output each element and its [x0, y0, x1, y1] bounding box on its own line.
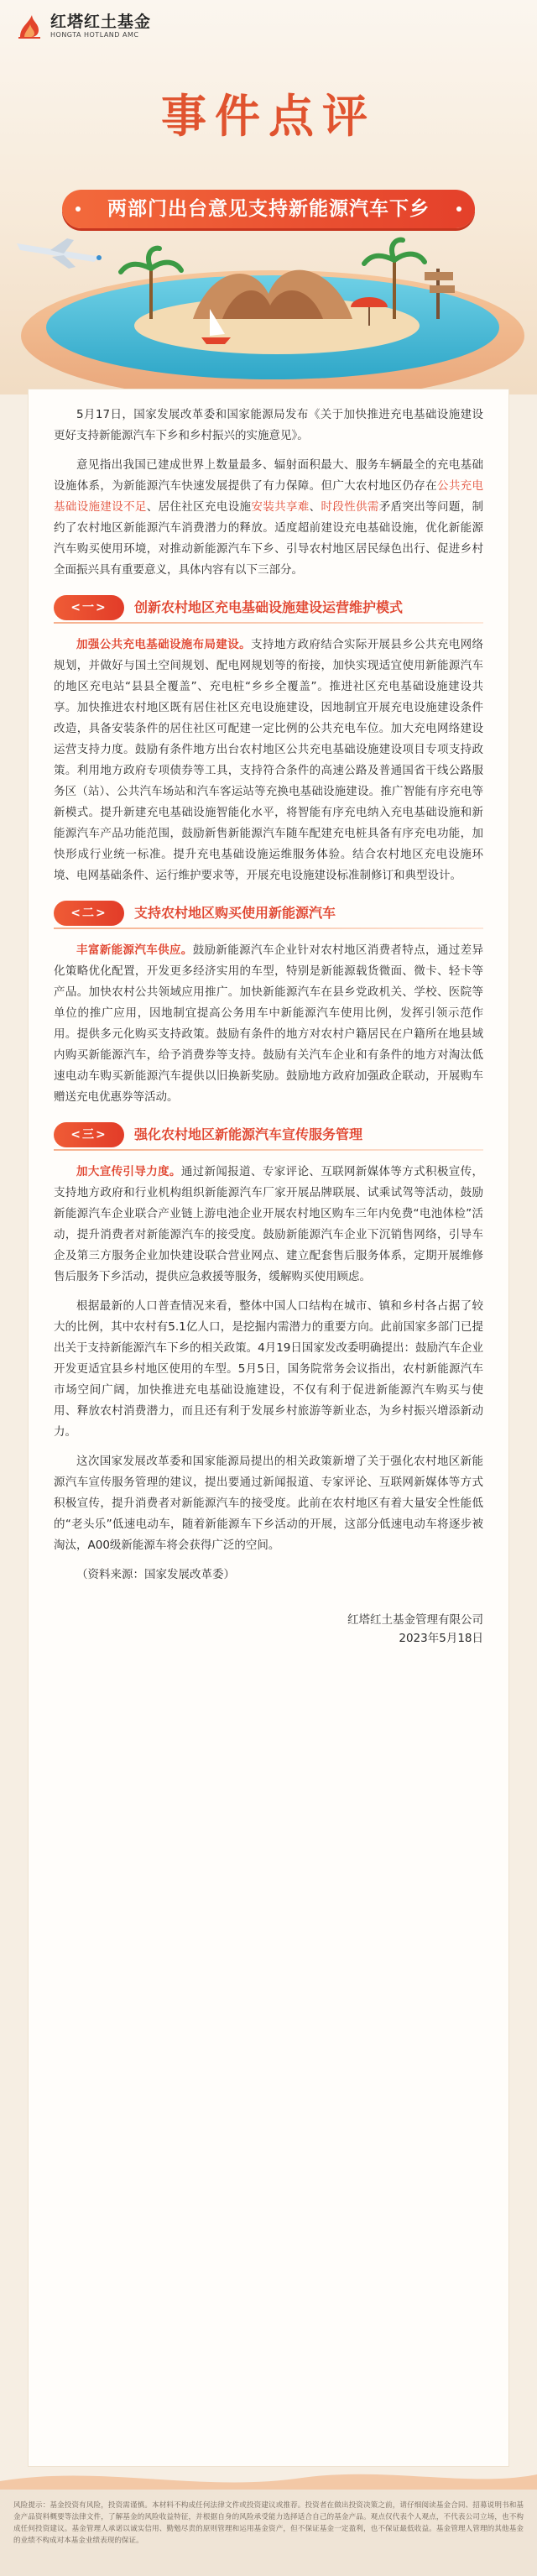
- section-divider: [54, 622, 483, 624]
- section-2-body: 鼓励新能源汽车企业针对农村地区消费者特点，通过差异化策略优化配置，开发更多经济实用的车型，特别是新能源载货微面、微卡、轻卡等产品。加快农村公共领域应用推广。加快新能源汽车在县乡党政机关、学校、医院等单位的推广应用，因地制宜提高公务用车中新能源汽车使用比例，发挥引领示范作用。提供多元化购买支持政策。鼓励有条件的地方对农村户籍居民在户籍所在地县域内购买新能源汽车，给予消费券等支持。鼓励有关汽车企业和有条件的地方对淘汰低速电动车购买新能源汽车提供以旧换新奖励。鼓励地方政府加强政企联动，开展购车赠送充电优惠券等活动。: [54, 943, 484, 1104]
- risk-disclaimer-footer: [0, 2490, 537, 2576]
- section-1-badge: <一>: [54, 595, 124, 620]
- closing-paragraph-2: 这次国家发展改革委和国家能源局提出的相关政策新增了关于强化农村地区新能源汽车宣传服务管理的建议，提出要通过新闻报道、专家评论、互联网新媒体等方式积极宣传，提升消费者对新能源汽车的接受度。此前在农村地区有着大量安全性能低的“老头乐”低速电动车，随着新能源车下乡活动的开展，这部分低速电动车将逐步被淘汰，A00级新能源车将会获得广泛的空间。: [54, 1455, 483, 1552]
- section-1-body: 支持地方政府结合实际开展县乡公共充电网络规划，并做好与国土空间规划、配电网规划等的衔接，加快实现适宜使用新能源汽车的地区充电站“县县全覆盖”、充电桩“乡乡全覆盖”。推进社区充电基础设施建设共享。加快推进农村地区既有居住社区充电设施建设，因地制宜开展充电设施建设条件改造，具备安装条件的居住社区可配建一定比例的公共充电车位。加大充电网络建设运营支持力度。鼓励有条件地方出台农村地区公共充电基础设施建设项目专项支持政策。利用地方政府专项债券等工具，支持符合条件的高速公路及普通国省干线公路服务区（站）、公共汽车场站和汽车客运站等充换电基础设施建设。推广智能有序充电等新模式。提升新建充电基础设施智能化水平，将智能有序充电纳入充电基础设施和新能源汽车产品功能范围，鼓励新售新能源汽车随车配建充电桩具备有序充电功能，加快形成行业统一标准。提升充电基础设施运维服务体验。结合农村地区充电设施环境、电网基础条件、运行维护要求等，开展充电设施建设标准制修订和典型设计。: [54, 638, 484, 882]
- section-3-header: [54, 1118, 483, 1152]
- section-1-paragraph: [54, 635, 483, 886]
- section-2-lead: 丰富新能源汽车供应。: [76, 943, 193, 957]
- section-3-lead: 加大宣传引导力度。: [76, 1165, 181, 1178]
- hero-header: [0, 0, 537, 394]
- section-divider: [54, 927, 483, 929]
- section-1-header: [54, 591, 483, 624]
- intro-paragraph-2: [54, 455, 483, 581]
- intro-p2-text-d: 矛盾突出等问题，制约了农村地区新能源汽车消费潜力的释放。适度超前建设充电基础设施，优化新能源汽车购买使用环境，对推动新能源汽车下乡、引导农村地区居民绿色出行、促进乡村全面振兴具有重要意义，具体内容有以下三部分。: [54, 500, 484, 577]
- subtitle-banner: 两部门出台意见支持新能源汽车下乡: [62, 190, 475, 228]
- page-title: 事件点评: [161, 89, 376, 143]
- section-1-title: 创新农村地区充电基础设施建设运营维护模式: [134, 599, 404, 615]
- signature-company: 红塔红土基金管理有限公司: [347, 1613, 483, 1627]
- section-3-title: 强化农村地区新能源汽车宣传服务管理: [134, 1126, 363, 1142]
- brand-flame-icon: [15, 12, 44, 40]
- section-3-badge: <三>: [54, 1122, 124, 1147]
- intro-paragraph-1: 5月17日，国家发展改革委和国家能源局发布《关于加快推进充电基础设施建设 更好支持新能源汽车下乡和乡村振兴的实施意见》。: [54, 408, 483, 442]
- intro-p2-text-b: 、居住社区充电设施: [146, 500, 252, 514]
- section-3-body: 通过新闻报道、专家评论、互联网新媒体等方式积极宣传，支持地方政府和行业机构组织新能源汽车厂家开展品牌联展、试乘试驾等活动，鼓励新能源汽车企业联合产业链上游电池企业开展农村地区购车三年内免费“电池体检”活动，提升消费者对新能源汽车的接受度。鼓励新能源汽车企业下沉销售网络，引导车企及第三方服务企业加快建设联合营业网点、建立配套售后服务体系，定期开展维修售后服务下乡活动，提供应急救援等服务，缓解购买使用顾虑。: [54, 1165, 484, 1283]
- section-2-title: 支持农村地区购买使用新能源汽车: [134, 905, 336, 921]
- brand-name-en: HONGTA HOTLAND AMC: [50, 31, 139, 39]
- closing-paragraph-1: 根据最新的人口普查情况来看，整体中国人口结构在城市、镇和乡村各占据了较大的比例，其中农村有5.1亿人口，是挖掘内需潜力的重要方向。此前国家多部门已提出关于支持新能源汽车下乡的相关政策。4月19日国家发改委明确提出：鼓励汽车企业开发更适宜县乡村地区使用的车型。5月5日，国务院常务会议指出，农村新能源汽车市场空间广阔，加快推进充电基础设施建设，不仅有利于促进新能源汽车购买与使用、释放农村消费潜力，而且还有利于发展乡村旅游等新业态，为乡村振兴增添新动力。: [54, 1299, 483, 1439]
- bottom-wave-decoration: [0, 2464, 537, 2493]
- section-3-paragraph: [54, 1162, 483, 1288]
- section-2-paragraph: [54, 940, 483, 1108]
- island-scene-illustration: [0, 235, 537, 394]
- highlight-charging-shortage: 公共充电基础设施建设不足: [54, 479, 484, 514]
- signature-block: [54, 1611, 483, 1648]
- intro-p2-text-c: 、: [309, 500, 321, 514]
- intro-p2-text-a: 意见指出我国已建成世界上数量最多、辐射面积最大、服务车辆最全的充电基础设施体系，为新能源汽车快速发展提供了有力保障。但广大农村地区仍存在: [54, 458, 483, 493]
- highlight-time-demand: 时段性供需: [321, 500, 379, 514]
- airplane-icon: [17, 238, 102, 269]
- brand-name-cn: 红塔红土基金: [50, 13, 152, 31]
- signature-date: 2023年5月18日: [399, 1632, 483, 1645]
- section-divider: [54, 1149, 483, 1151]
- source-note: （资料来源：国家发展改革委）: [76, 1568, 235, 1581]
- brand-logo[interactable]: [15, 12, 151, 40]
- section-2-header: [54, 896, 483, 930]
- article-card: [29, 389, 508, 2466]
- section-2-badge: <二>: [54, 901, 124, 926]
- section-1-lead: 加强公共充电基础设施布局建设。: [76, 638, 252, 651]
- highlight-sharing-difficulty: 安装共享难: [251, 500, 310, 514]
- risk-disclaimer-text: 风险提示：基金投资有风险，投资需谨慎。本材料不构成任何法律文件或投资建议或推荐。投资者在做出投资决策之前，请仔细阅读基金合同、招募说明书和基金产品资料概要等法律文件，了解基金的风险收益特征，并根据自身的风险承受能力选择适合自己的基金产品。观点仅代表个人观点，不代表公司立场，也不构成任何投资建议。基金管理人承诺以诚实信用、勤勉尽责的原则管理和运用基金资产，但不保证基金一定盈利，也不保证最低收益。基金管理人管理的其他基金的业绩不构成对本基金业绩表现的保证。: [13, 2501, 524, 2545]
